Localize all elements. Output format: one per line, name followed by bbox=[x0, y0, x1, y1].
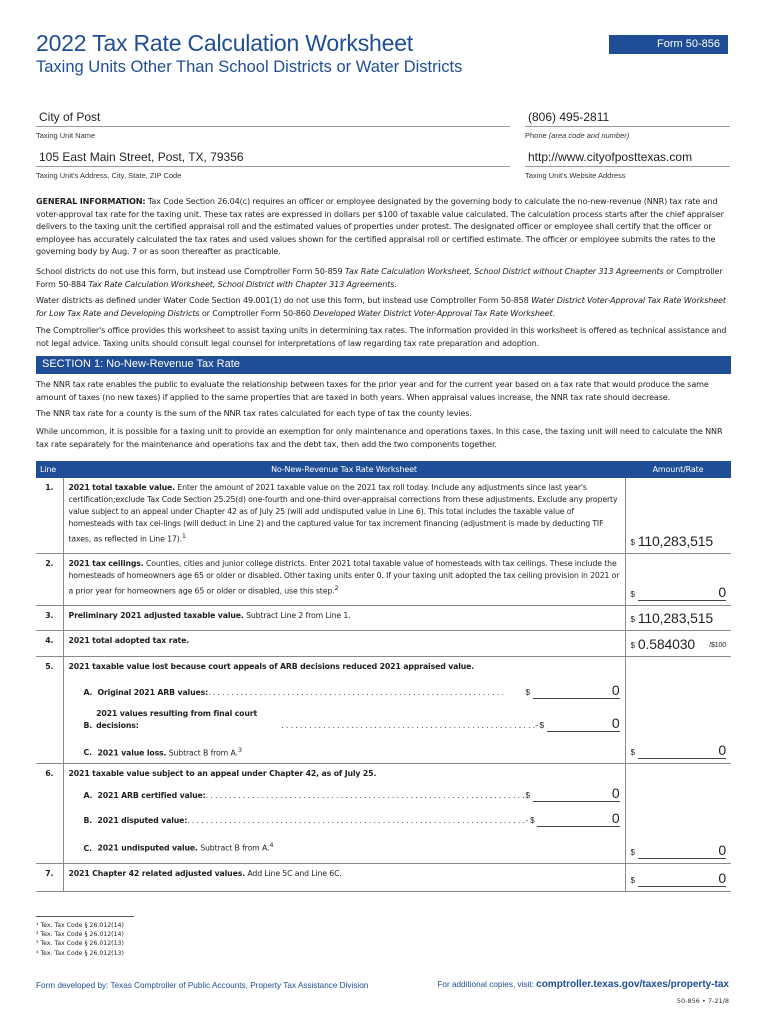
line-description: 2021 taxable value subject to an appeal under Chapter 42, as of July 25. A. 2021 ARB certified value: . . . . . . . . . . . . . . . . . . . . . . . . . . . . . . . . . . . . . . . . . . . . . . . . . . . . . . . . . . . . . . . . . . . . . $ 0 B. 2021 disputed value: . . . . . . . . . . . . . . . . . . . . . . . . . . . . . . . . . . . . . . . . . . . . . . . . . . . . . . . . . . . . . . . . . . . . . . . . . - $ 0 C. 2021 undisputed value. Subtract B from A.$^4$ bbox=[63, 764, 625, 864]
taxing-unit-name-value: City of Post bbox=[36, 110, 510, 127]
line-5b: B. 2021 values resulting from final court decisions: . . . . . . . . . . . . . . . . . . . . . . . . . . . . . . . . . . . . . . . . . . . . . . . . . . . . . . . - $ 0 bbox=[83, 708, 620, 731]
taxing-unit-name-field[interactable] bbox=[36, 110, 510, 140]
line-description: Preliminary 2021 adjusted taxable value. Subtract Line 2 from Line 1. bbox=[63, 605, 625, 630]
line-5c-value: 0 bbox=[638, 743, 726, 759]
line-description: 2021 total taxable value. Enter the amount of 2021 taxable value on the 2021 tax roll today. Include any adjustments since last year's certification;exclude Tax Code Section 25.25(d) one-fourth and one-third over-appraisal corrections from these adjustments. Exclude any property value subject to an appeal under Chapter 42 as of July 25 (will add undisputed value in Line 6). This total includes the taxable value of homesteads with tax cei-lings (will deduct in Line 2) and the captured value for tax increment financing (adjustment is made by deducting TIF taxes, as reflected in Line 17).$^1$ bbox=[63, 478, 625, 553]
footer-copies: For additional copies, visit: comptroller.texas.gov/taxes/property-tax bbox=[437, 979, 729, 990]
table-row bbox=[36, 656, 731, 764]
section-1-header: SECTION 1: No-New-Revenue Tax Rate bbox=[36, 356, 731, 374]
footer-credit: Form developed by: Texas Comptroller of Public Accounts, Property Tax Assistance Division bbox=[36, 981, 369, 990]
footnote-2: ² Tex. Tax Code § 26.012(14) bbox=[36, 931, 124, 939]
website-field[interactable] bbox=[525, 150, 730, 180]
table-row bbox=[36, 605, 731, 630]
line-number: 1. bbox=[36, 478, 63, 553]
table-row bbox=[36, 630, 731, 656]
line-number: 7. bbox=[36, 864, 63, 892]
line-5b-value[interactable]: 0 bbox=[547, 716, 620, 732]
line-number: 5. bbox=[36, 656, 63, 764]
line-5c: C. 2021 value loss. Subtract B from A.$^3$ bbox=[83, 745, 242, 758]
phone-label: Phone (area code and number) bbox=[525, 131, 630, 140]
line-6b-value[interactable]: 0 bbox=[537, 811, 619, 827]
page-title: 2022 Tax Rate Calculation Worksheet bbox=[36, 30, 413, 56]
table-row bbox=[36, 864, 731, 892]
line-6a: A. 2021 ARB certified value: . . . . . . . . . . . . . . . . . . . . . . . . . . . . . . . . . . . . . . . . . . . . . . . . . . . . . . . . . . . . . . . . . . . . . $ 0 bbox=[83, 785, 620, 802]
line-number: 6. bbox=[36, 764, 63, 864]
address-label: Taxing Unit's Address, City, State, ZIP Code bbox=[36, 171, 182, 180]
line-6c: C. 2021 undisputed value. Subtract B from A.$^4$ bbox=[83, 841, 274, 853]
line-amount[interactable]: $ 0.584030 /$100 bbox=[625, 630, 731, 656]
line-number: 3. bbox=[36, 605, 63, 630]
line-4-value: 0.584030 bbox=[637, 635, 696, 652]
line-amount[interactable]: $ 0 bbox=[625, 553, 731, 605]
line-description: 2021 tax ceilings. Counties, cities and junior college districts. Enter 2021 total taxable value of homesteads with tax ceilings. These include the homesteads of homeowners age 65 or older or disabled. Other taxing units enter 0. If your taxing unit adopted the tax ceiling provision in 2021 or a prior year for homeowners age 65 or older or disabled, use this step.$^2$ bbox=[63, 553, 625, 605]
phone-value: (806) 495-2811 bbox=[525, 110, 730, 127]
form-revision-code: 50-856 • 7-21/8 bbox=[676, 997, 729, 1005]
page-subtitle: Taxing Units Other Than School Districts or Water Districts bbox=[36, 58, 463, 76]
line-description: 2021 taxable value lost because court appeals of ARB decisions reduced 2021 appraised value. A. Original 2021 ARB values: . . . . . . . . . . . . . . . . . . . . . . . . . . . . . . . . . . . . . . . . . . . . . . . . . . . . . . . . . . . . . . . . $ 0 B. 2021 values resulting from final court decisions: . . . . . . . . . . . . . . . . . . . . . . . . . . . . . . . . . . . . . . . . . . . . . . . . . . . . . . . - $ 0 C. 2021 value loss. Subtract B from A.$^3$ bbox=[63, 656, 625, 764]
section-1-intro: The NNR tax rate enables the public to evaluate the relationship between taxes for the prior year and for the current year based on a tax rate that would produce the same amount of taxes (no new taxes) if applied to the same properties that are taxed in both years. When appraisal values increase, the NNR tax rate should decrease. bbox=[36, 379, 709, 402]
line-amount[interactable]: $ 0 bbox=[625, 656, 731, 764]
form-number-badge: Form 50-856 bbox=[609, 35, 728, 54]
nnr-worksheet-table bbox=[36, 461, 731, 892]
line-amount[interactable]: $ 0 bbox=[625, 864, 731, 892]
line-description: 2021 Chapter 42 related adjusted values. Add Line 5C and Line 6C. bbox=[63, 864, 625, 892]
website-label: Taxing Unit's Website Address bbox=[525, 171, 626, 180]
line-amount[interactable]: $ 110,283,515 bbox=[625, 605, 731, 630]
general-information-paragraph: GENERAL INFORMATION: Tax Code Section 26.04(c) requires an officer or employee designated by the governing body to calculate the no-new-revenue (NNR) tax rate and voter-approval tax rate for the taxing unit. These tax rates are expressed in dollars per $100 of taxable value calculated. The calculation process starts after the chief appraiser delivers to the taxing unit the certified appraisal roll and the estimated values of properties under protest. The designated officer or employee shall certify that the officer or employee has accurately calculated the tax rates and used values shown for the certified appraisal roll or certified estimate. The officer or employee submits the rates to the governing body by Aug. 7 or as soon thereafter as practicable. bbox=[36, 196, 724, 257]
section-1-exemption-note: While uncommon, it is possible for a taxing unit to provide an exemption for only maintenance and operations taxes. In this case, the taxing unit will need to calculate the NNR tax rate separately for the maintenance and operations tax and the debt tax, then add the two components together. bbox=[36, 426, 723, 449]
line-6b: B. 2021 disputed value: . . . . . . . . . . . . . . . . . . . . . . . . . . . . . . . . . . . . . . . . . . . . . . . . . . . . . . . . . . . . . . . . . . . . . . . . . - $ 0 bbox=[83, 810, 620, 827]
footnote-3: ³ Tex. Tax Code § 26.012(13) bbox=[36, 940, 124, 948]
line-amount[interactable]: $ 110,283,515 bbox=[625, 478, 731, 553]
section-1-county-note: The NNR tax rate for a county is the sum of the NNR tax rates calculated for each type of tax the county levies. bbox=[36, 408, 472, 418]
line-7-value: 0 bbox=[638, 871, 726, 887]
line-6c-value: 0 bbox=[638, 843, 726, 859]
line-2-value: 0 bbox=[638, 585, 726, 601]
col-description-header: No-New-Revenue Tax Rate Worksheet bbox=[63, 461, 625, 478]
address-field[interactable] bbox=[36, 150, 510, 180]
line-description: 2021 total adopted tax rate. bbox=[63, 630, 625, 656]
line-3-value: 110,283,515 bbox=[637, 609, 713, 626]
water-district-paragraph: Water districts as defined under Water Code Section 49.001(1) do not use this form, but instead use Comptroller Form 50-858 Water District Voter-Approval Tax Rate Worksheet for Low Tax Rate and Developing Districts or Comptroller Form 50-860 Developed Water District Voter-Approval Tax Rate Worksheet. bbox=[36, 295, 726, 318]
line-number: 4. bbox=[36, 630, 63, 656]
footnotes bbox=[36, 921, 124, 958]
comptroller-paragraph: The Comptroller's office provides this worksheet to assist taxing units in determining tax rates. The information provided in this worksheet is offered as technical assistance and not legal advice. Taxing units should consult legal counsel for interpretations of law regarding tax rate preparation and adoption. bbox=[36, 325, 727, 348]
col-amount-header: Amount/Rate bbox=[625, 461, 731, 478]
line-amount[interactable]: $ 0 bbox=[625, 764, 731, 864]
line-6a-value[interactable]: 0 bbox=[533, 786, 620, 802]
line-5a: A. Original 2021 ARB values: . . . . . . . . . . . . . . . . . . . . . . . . . . . . . . . . . . . . . . . . . . . . . . . . . . . . . . . . . . . . . . . . $ 0 bbox=[83, 681, 620, 698]
col-line-header: Line bbox=[36, 461, 63, 478]
line-number: 2. bbox=[36, 553, 63, 605]
website-value: http://www.cityofposttexas.com bbox=[525, 150, 730, 167]
footnote-divider bbox=[36, 916, 134, 917]
line-1-value: 110,283,515 bbox=[637, 532, 713, 549]
table-row bbox=[36, 553, 731, 605]
footnote-1: ¹ Tex. Tax Code § 26.012(14) bbox=[36, 922, 124, 929]
footnote-4: ⁴ Tex. Tax Code § 26.012(13) bbox=[36, 949, 124, 957]
table-row bbox=[36, 764, 731, 864]
school-district-paragraph: School districts do not use this form, but instead use Comptroller Form 50-859 Tax Rate Calculation Worksheet, School District without Chapter 313 Agreements or Comptroller Form 50-884 Tax Rate Calculation Worksheet, School District with Chapter 313 Agreements. bbox=[36, 266, 723, 289]
line-5a-value[interactable]: 0 bbox=[533, 683, 620, 699]
address-value: 105 East Main Street, Post, TX, 79356 bbox=[36, 150, 510, 167]
table-row bbox=[36, 478, 731, 553]
taxing-unit-name-label: Taxing Unit Name bbox=[36, 131, 96, 140]
footer-url-link[interactable]: comptroller.texas.gov/taxes/property-tax bbox=[536, 979, 729, 990]
phone-field[interactable] bbox=[525, 110, 730, 140]
